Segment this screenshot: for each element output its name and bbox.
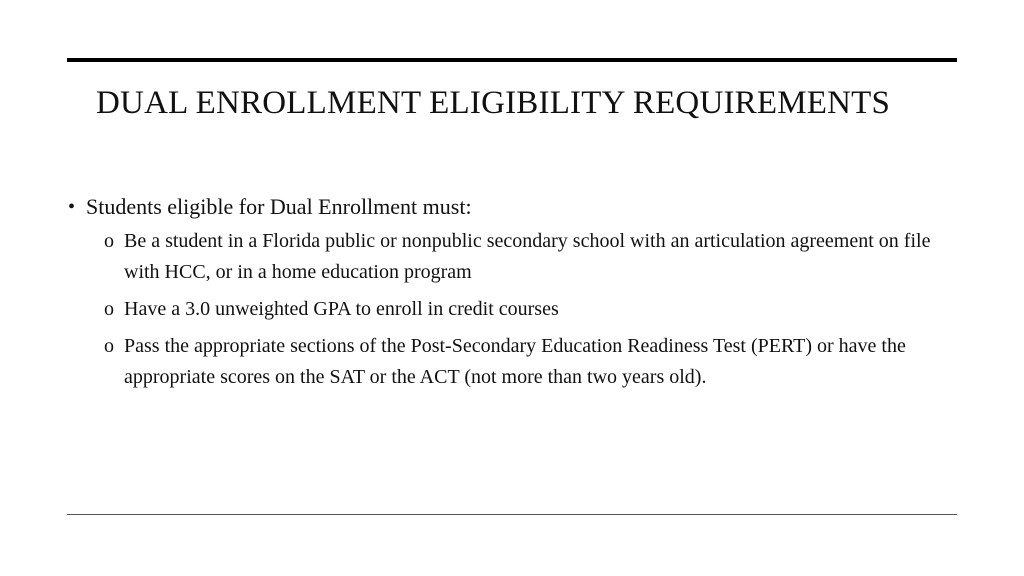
slide-title: DUAL ENROLLMENT ELIGIBILITY REQUIREMENTS <box>96 85 891 121</box>
sub-bullet-text: Pass the appropriate sections of the Post-Secondary Education Readiness Test (PERT) or have the appropriate scores on the SAT or the ACT (not more than two years old). <box>124 335 906 388</box>
sub-bullet-icon: o <box>104 298 114 320</box>
sub-bullet-text: Be a student in a Florida public or nonpublic secondary school with an articulation agreement on file with HCC, or in a home education program <box>124 230 931 283</box>
bullet-text: Students eligible for Dual Enrollment must: <box>86 194 472 219</box>
bullet-item <box>68 192 948 222</box>
sub-bullet-item <box>68 294 939 325</box>
top-divider <box>67 58 957 62</box>
sub-bullet-item <box>68 226 939 288</box>
bullet-icon: • <box>68 196 76 218</box>
sub-bullet-item <box>68 331 939 393</box>
bottom-divider <box>67 514 957 515</box>
sub-bullet-icon: o <box>104 335 114 357</box>
sub-bullet-text: Have a 3.0 unweighted GPA to enroll in credit courses <box>124 298 559 320</box>
sub-bullet-icon: o <box>104 230 114 252</box>
slide-body <box>68 192 948 399</box>
sub-bullet-list <box>68 226 948 393</box>
